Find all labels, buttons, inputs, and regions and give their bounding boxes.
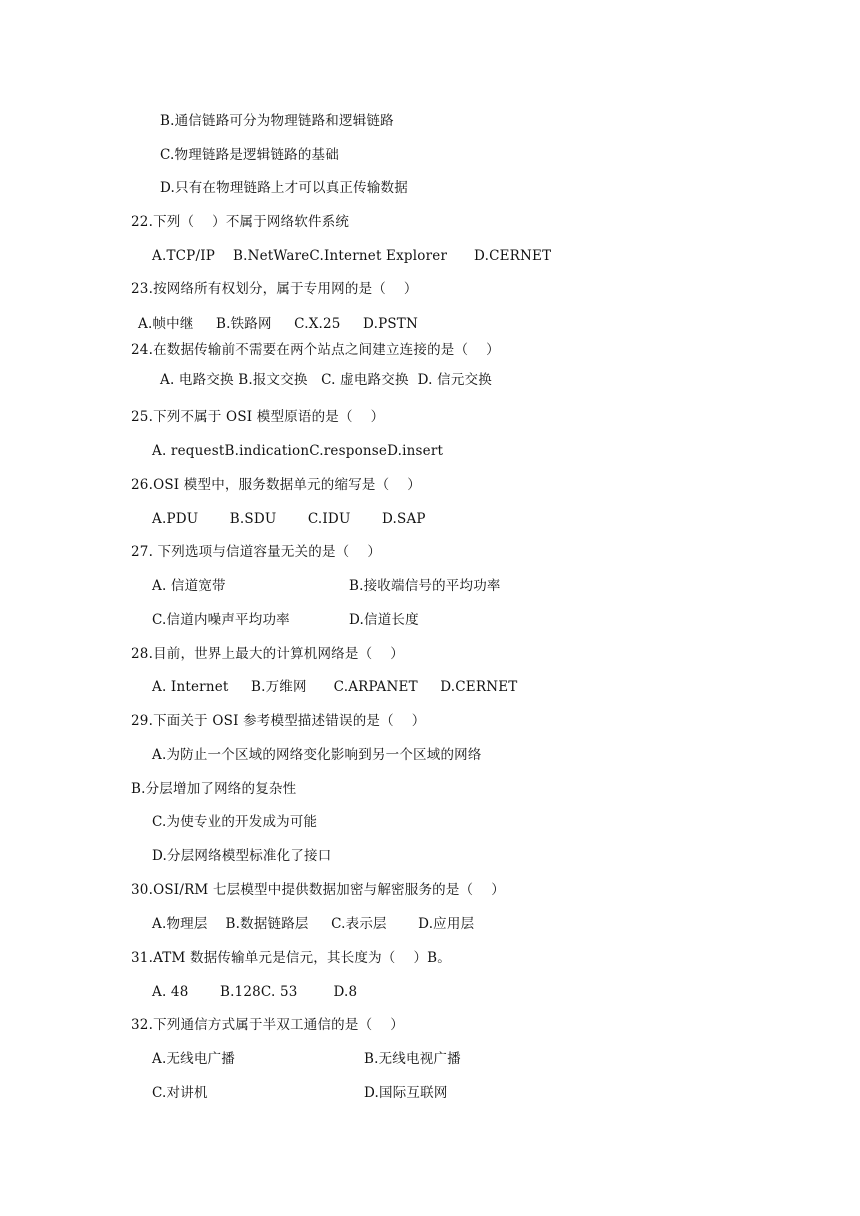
options-q22: A.TCP/IP B.NetWareC.Internet Explorer D.CERNET: [152, 248, 552, 264]
option-c-q29: C.为使专业的开发成为可能: [152, 814, 318, 830]
option-d-q32: D.国际互联网: [364, 1085, 448, 1101]
option-c-q32: C.对讲机: [152, 1085, 208, 1101]
question-27: 27. 下列选项与信道容量无关的是（ ）: [131, 544, 382, 560]
option-c-q21: C.物理链路是逻辑链路的基础: [160, 147, 339, 163]
question-29: 29.下面关于 OSI 参考模型描述错误的是（ ）: [131, 713, 426, 729]
question-28: 28.目前，世界上最大的计算机网络是（ ）: [131, 646, 404, 662]
option-b-q21: B.通信链路可分为物理链路和逻辑链路: [160, 113, 394, 129]
question-25: 25.下列不属于 OSI 模型原语的是（ ）: [131, 409, 385, 425]
options-q31: A. 48 B.128C. 53 D.8: [152, 984, 358, 1000]
option-d-q21: D.只有在物理链路上才可以真正传输数据: [160, 180, 408, 196]
question-24: 24.在数据传输前不需要在两个站点之间建立连接的是（ ）: [131, 342, 500, 358]
option-d-q29: D.分层网络模型标准化了接口: [152, 848, 332, 864]
question-31: 31.ATM 数据传输单元是信元，其长度为（ ）B。: [131, 950, 451, 966]
option-c-q27: C.信道内噪声平均功率: [152, 612, 290, 628]
question-26: 26.OSI 模型中，服务数据单元的缩写是（ ）: [131, 477, 421, 493]
options-q25: A. requestB.indicationC.responseD.insert: [152, 443, 444, 459]
options-q30: A.物理层 B.数据链路层 C.表示层 D.应用层: [152, 916, 475, 932]
question-30: 30.OSI/RM 七层模型中提供数据加密与解密服务的是（ ）: [131, 882, 505, 898]
option-a-q32: A.无线电广播: [152, 1051, 235, 1067]
options-q26: A.PDU B.SDU C.IDU D.SAP: [152, 511, 426, 527]
option-b-q29: B.分层增加了网络的复杂性: [131, 781, 297, 797]
option-a-q27: A. 信道宽带: [152, 578, 226, 594]
question-22: 22.下列（ ）不属于网络软件系统: [131, 214, 350, 230]
option-b-q27: B.接收端信号的平均功率: [349, 578, 501, 594]
option-d-q27: D.信道长度: [349, 612, 419, 628]
question-32: 32.下列通信方式属于半双工通信的是（ ）: [131, 1017, 404, 1033]
options-q24: A. 电路交换 B.报文交换 C. 虚电路交换 D. 信元交换: [160, 372, 492, 388]
option-b-q32: B.无线电视广播: [364, 1051, 461, 1067]
options-q28: A. Internet B.万维网 C.ARPANET D.CERNET: [152, 679, 518, 695]
question-23: 23.按网络所有权划分，属于专用网的是（ ）: [131, 281, 418, 297]
option-a-q29: A.为防止一个区域的网络变化影响到另一个区域的网络: [152, 747, 482, 763]
options-q23: A.帧中继 B.铁路网 C.X.25 D.PSTN: [138, 316, 419, 332]
